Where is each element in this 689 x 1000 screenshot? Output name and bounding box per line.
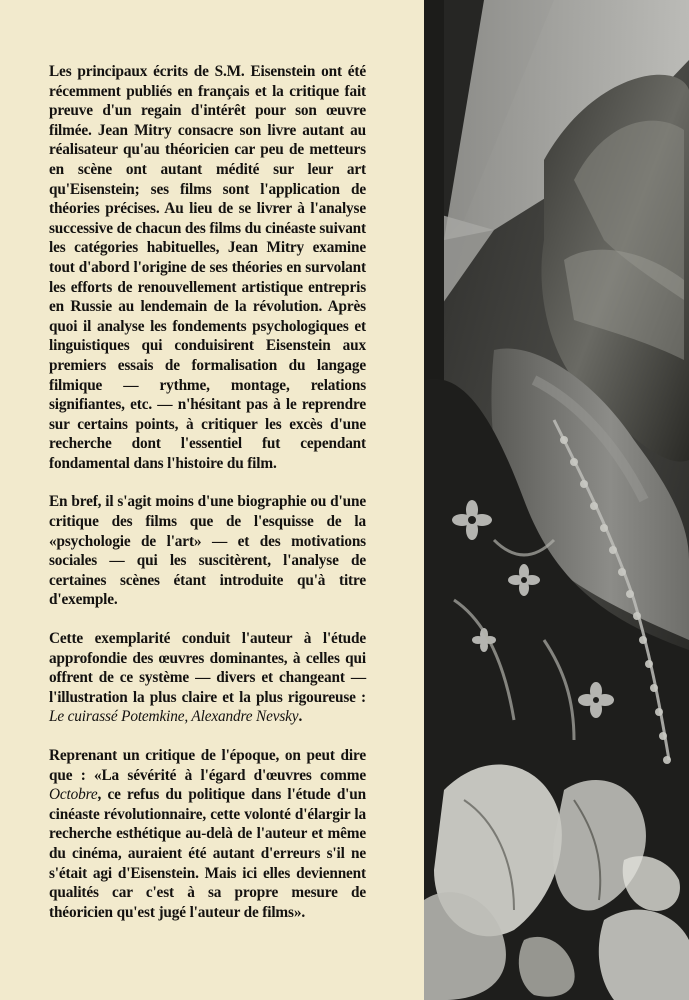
film-titles-italic: Le cuirassé Potemkine, Alexandre Nevsky [49, 708, 299, 726]
blurb-paragraph-4 [49, 746, 366, 922]
film-title-octobre: Octobre [49, 786, 98, 804]
blurb-paragraph-2-text: En bref, il s'agit moins d'une biographie ou d'une critique des films que de l'esquisse de la «psychologie de l'art» — et des motivations sociales — qui les suscitèrent, l'analyse de certaines scènes étant introduite qu'à titre d'exemple. [49, 493, 366, 609]
woman-portrait-photo [424, 0, 689, 1000]
blurb-paragraph-4-end: , ce refus du politique dans l'étude d'un cinéaste révolutionnaire, cette volonté d'élargir la recherche esthétique au-delà de l'auteur et même du cinéma, auraient été autant d'erreurs s'il ne s'était agi d'Eisenstein. Mais ici elles deviennent qualités car c'est à sa propre mesure de théoricien qu'est jugé l'auteur de films». [49, 786, 366, 921]
blurb-paragraph-3-end: . [298, 708, 303, 726]
blurb-paragraph-4-start: Reprenant un critique de l'époque, on peut dire que : «La sévérité à l'égard d'œuvres comme [49, 747, 366, 784]
blurb-paragraph-1 [49, 62, 366, 473]
blurb-paragraph-2 [49, 492, 366, 610]
blurb-paragraph-3-text: Cette exemplarité conduit l'auteur à l'étude approfondie des œuvres dominantes, à celles qui offrent de ce système — divers et changeant — l'illustration la plus claire et la plus rigoureuse : [49, 630, 366, 706]
blurb-paragraph-3 [49, 629, 366, 727]
blurb-paragraph-1-text: Les principaux écrits de S.M. Eisenstein ont été récemment publiés en français et la critique fait preuve d'un regain d'intérêt pour son œuvre filmée. Jean Mitry consacre son livre autant au réalisateur qu'au théoricien car peu de metteurs en scène ont autant médité sur leur art qu'Eisenstein; ses films sont l'application de théories précises. Au lieu de se livrer à l'analyse successive de chacun des films du cinéaste suivant les catégories habituelles, Jean Mitry examine tout d'abord l'origine de ses théories en survolant les efforts de renouvellement artistique entrepris en Russie au lendemain de la révolution. Après quoi il analyse les fondements psychologiques et linguistiques qui conduisirent Eisenstein aux premiers essais de formalisation du langage filmique — rythme, montage, relations signifiantes, etc. — n'hésitant pas à le reprendre sur certains points, à critiquer les excès d'une recherche dont l'essentiel fut cependant fondamental dans l'histoire du film. [49, 63, 366, 472]
blurb-text-column [49, 62, 366, 943]
portrait-photo-icon [424, 0, 689, 1000]
